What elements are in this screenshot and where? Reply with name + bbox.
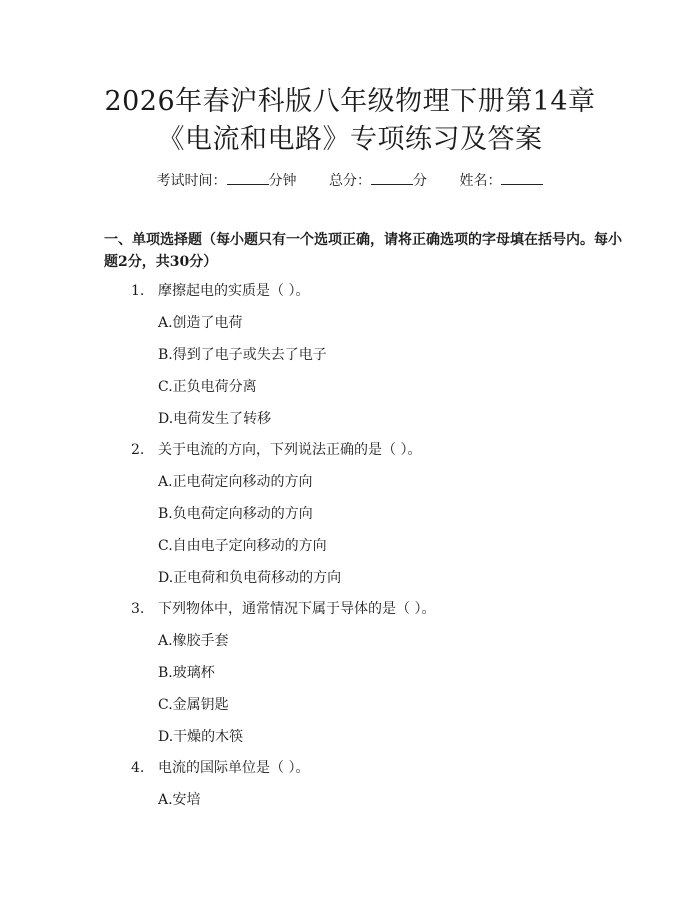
total-score-unit: 分	[413, 173, 427, 189]
question-number: 2.	[131, 442, 145, 458]
question-2	[131, 440, 421, 460]
question-1	[131, 281, 309, 301]
question-1-option-a: A.创造了电荷	[158, 315, 243, 331]
exam-time-label: 考试时间：	[156, 173, 227, 189]
document-title-line-2: 《电流和电路》专项练习及答案	[157, 124, 543, 155]
question-number: 1.	[131, 283, 145, 299]
exam-time-unit: 分钟	[268, 173, 297, 189]
name-blank	[501, 170, 543, 185]
question-1-option-d: D.电荷发生了转移	[158, 411, 272, 427]
document-title-line-1: 2026年春沪科版八年级物理下册第14章	[104, 86, 596, 117]
question-3	[131, 599, 435, 619]
question-2-option-a: A.正电荷定向移动的方向	[158, 474, 313, 490]
question-1-option-b: B.得到了电子或失去了电子	[158, 347, 327, 363]
total-score-label: 总分：	[329, 173, 371, 189]
exam-info-row	[0, 170, 700, 191]
question-4	[131, 758, 309, 778]
name-label: 姓名：	[459, 173, 502, 189]
name-field	[459, 170, 543, 191]
question-number: 3.	[131, 601, 145, 617]
question-3-option-a: A.橡胶手套	[158, 633, 229, 649]
exam-time-blank	[227, 170, 269, 185]
total-score-blank	[371, 170, 413, 185]
question-text: 摩擦起电的实质是（ ）。	[158, 283, 310, 299]
question-3-option-d: D.干燥的木筷	[158, 729, 244, 745]
exam-time-field	[157, 170, 297, 191]
question-text: 电流的国际单位是（ ）。	[158, 760, 310, 776]
question-2-option-d: D.正电荷和负电荷移动的方向	[158, 570, 342, 586]
question-number: 4.	[131, 760, 145, 776]
total-score-field	[329, 170, 427, 191]
section-heading: 一、单项选择题（每小题只有一个选项正确，请将正确选项的字母填在括号内。每小题2分，共30分）	[104, 232, 622, 270]
question-text: 下列物体中，通常情况下属于导体的是（ ）。	[158, 601, 436, 617]
question-2-option-c: C.自由电子定向移动的方向	[158, 538, 327, 554]
question-4-option-a: A.安培	[158, 792, 201, 808]
question-3-option-b: B.玻璃杯	[158, 665, 215, 681]
question-3-option-c: C.金属钥匙	[158, 697, 229, 713]
question-text: 关于电流的方向，下列说法正确的是（ ）。	[158, 442, 422, 458]
question-2-option-b: B.负电荷定向移动的方向	[158, 506, 313, 522]
question-1-option-c: C.正负电荷分离	[158, 379, 257, 395]
